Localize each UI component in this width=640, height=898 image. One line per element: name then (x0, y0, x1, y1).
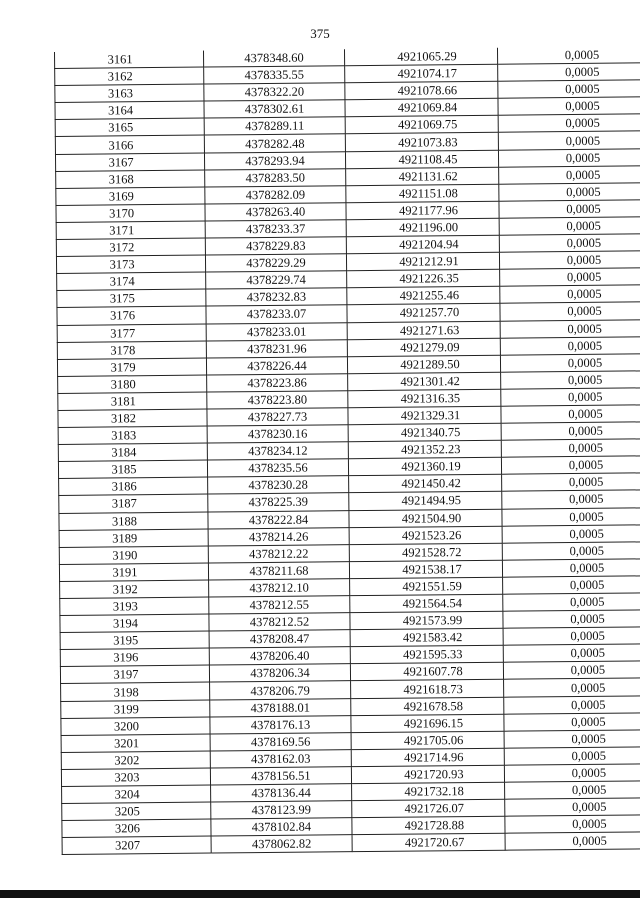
accuracy-cell: 0,0005 (500, 336, 640, 355)
x-coordinate-cell: 4378293.94 (204, 151, 345, 169)
x-coordinate-cell: 4378176.13 (210, 715, 351, 733)
point-number-cell: 3175 (57, 289, 206, 308)
point-number-cell: 3180 (58, 375, 207, 394)
accuracy-cell: 0,0005 (499, 165, 640, 184)
accuracy-cell: 0,0005 (503, 661, 640, 680)
accuracy-cell: 0,0005 (505, 781, 640, 800)
accuracy-cell: 0,0005 (501, 456, 640, 475)
accuracy-cell: 0,0005 (499, 234, 640, 253)
x-coordinate-cell: 4378225.39 (208, 493, 349, 511)
point-number-cell: 3196 (60, 648, 209, 667)
point-number-cell: 3174 (57, 272, 206, 291)
point-number-cell: 3186 (59, 477, 208, 496)
y-coordinate-cell: 4921360.19 (348, 457, 501, 476)
point-number-cell: 3168 (56, 170, 205, 189)
x-coordinate-cell: 4378211.68 (208, 562, 349, 580)
x-coordinate-cell: 4378212.55 (209, 596, 350, 614)
y-coordinate-cell: 4921196.00 (346, 218, 499, 237)
point-number-cell: 3171 (56, 221, 205, 240)
y-coordinate-cell: 4921551.59 (350, 577, 503, 596)
y-coordinate-cell: 4921720.67 (352, 834, 505, 853)
scan-edge (0, 890, 640, 898)
y-coordinate-cell: 4921271.63 (347, 321, 500, 340)
x-coordinate-cell: 4378136.44 (211, 784, 352, 802)
accuracy-cell: 0,0005 (498, 131, 640, 150)
y-coordinate-cell: 4921255.46 (347, 287, 500, 306)
x-coordinate-cell: 4378227.73 (207, 408, 348, 426)
accuracy-cell: 0,0005 (498, 114, 640, 133)
accuracy-cell: 0,0005 (502, 507, 640, 526)
y-coordinate-cell: 4921069.84 (345, 99, 498, 118)
accuracy-cell: 0,0005 (500, 268, 640, 287)
y-coordinate-cell: 4921289.50 (347, 355, 500, 374)
point-number-cell: 3178 (57, 341, 206, 360)
x-coordinate-cell: 4378322.20 (204, 83, 345, 101)
point-number-cell: 3183 (58, 426, 207, 445)
y-coordinate-cell: 4921069.75 (345, 116, 498, 135)
x-coordinate-cell: 4378222.84 (208, 510, 349, 528)
accuracy-cell: 0,0005 (504, 712, 640, 731)
accuracy-cell: 0,0005 (500, 302, 640, 321)
accuracy-cell: 0,0005 (502, 541, 640, 560)
accuracy-cell: 0,0005 (501, 405, 640, 424)
point-number-cell: 3204 (62, 785, 211, 804)
point-number-cell: 3207 (62, 836, 211, 855)
x-coordinate-cell: 4378223.86 (207, 373, 348, 391)
x-coordinate-cell: 4378102.84 (211, 818, 352, 836)
accuracy-cell: 0,0005 (503, 644, 640, 663)
point-number-cell: 3165 (55, 118, 204, 137)
point-number-cell: 3190 (59, 546, 208, 565)
y-coordinate-cell: 4921340.75 (348, 423, 501, 442)
accuracy-cell: 0,0005 (501, 370, 640, 389)
accuracy-cell: 0,0005 (501, 422, 640, 441)
point-number-cell: 3181 (58, 392, 207, 411)
y-coordinate-cell: 4921732.18 (352, 782, 505, 801)
accuracy-cell: 0,0005 (497, 46, 640, 64)
y-coordinate-cell: 4921528.72 (349, 543, 502, 562)
y-coordinate-cell: 4921073.83 (345, 133, 498, 152)
point-number-cell: 3197 (60, 665, 209, 684)
point-number-cell: 3203 (61, 768, 210, 787)
point-number-cell: 3192 (60, 580, 209, 599)
accuracy-cell: 0,0005 (502, 473, 640, 492)
accuracy-cell: 0,0005 (504, 695, 640, 714)
x-coordinate-cell: 4378283.50 (205, 168, 346, 186)
point-number-cell: 3185 (58, 460, 207, 479)
x-coordinate-cell: 4378230.28 (208, 476, 349, 494)
y-coordinate-cell: 4921720.93 (351, 765, 504, 784)
point-number-cell: 3205 (62, 802, 211, 821)
point-number-cell: 3200 (61, 717, 210, 736)
accuracy-cell: 0,0005 (499, 251, 640, 270)
y-coordinate-cell: 4921279.09 (347, 338, 500, 357)
point-number-cell: 3182 (58, 409, 207, 428)
x-coordinate-cell: 4378223.80 (207, 391, 348, 409)
x-coordinate-cell: 4378235.56 (207, 459, 348, 477)
y-coordinate-cell: 4921131.62 (346, 167, 499, 186)
y-coordinate-cell: 4921714.96 (351, 748, 504, 767)
point-number-cell: 3201 (61, 734, 210, 753)
x-coordinate-cell: 4378335.55 (204, 66, 345, 84)
y-coordinate-cell: 4921583.42 (350, 628, 503, 647)
accuracy-cell: 0,0005 (503, 610, 640, 629)
y-coordinate-cell: 4921494.95 (349, 492, 502, 511)
x-coordinate-cell: 4378231.96 (206, 339, 347, 357)
point-number-cell: 3176 (57, 306, 206, 325)
point-number-cell: 3187 (59, 494, 208, 513)
accuracy-cell: 0,0005 (498, 148, 640, 167)
x-coordinate-cell: 4378123.99 (211, 801, 352, 819)
accuracy-cell: 0,0005 (498, 63, 640, 82)
y-coordinate-cell: 4921504.90 (349, 509, 502, 528)
x-coordinate-cell: 4378232.83 (206, 288, 347, 306)
accuracy-cell: 0,0005 (503, 627, 640, 646)
point-number-cell: 3194 (60, 614, 209, 633)
y-coordinate-cell: 4921696.15 (351, 714, 504, 733)
y-coordinate-cell: 4921078.66 (345, 81, 498, 100)
page-number: 375 (310, 26, 330, 41)
x-coordinate-cell: 4378289.11 (204, 117, 345, 135)
y-coordinate-cell: 4921352.23 (348, 440, 501, 459)
accuracy-cell: 0,0005 (502, 524, 640, 543)
accuracy-cell: 0,0005 (499, 182, 640, 201)
point-number-cell: 3161 (54, 51, 203, 69)
x-coordinate-cell: 4378206.34 (209, 664, 350, 682)
point-number-cell: 3167 (55, 153, 204, 172)
point-number-cell: 3172 (56, 238, 205, 257)
x-coordinate-cell: 4378206.79 (210, 681, 351, 699)
y-coordinate-cell: 4921177.96 (346, 201, 499, 220)
x-coordinate-cell: 4378212.10 (209, 579, 350, 597)
y-coordinate-cell: 4921329.31 (348, 406, 501, 425)
point-number-cell: 3199 (61, 700, 210, 719)
x-coordinate-cell: 4378229.74 (206, 271, 347, 289)
x-coordinate-cell: 4378233.37 (205, 220, 346, 238)
accuracy-cell: 0,0005 (500, 319, 640, 338)
point-number-cell: 3179 (57, 358, 206, 377)
x-coordinate-cell: 4378169.56 (210, 732, 351, 750)
x-coordinate-cell: 4378156.51 (210, 767, 351, 785)
x-coordinate-cell: 4378282.09 (205, 185, 346, 203)
y-coordinate-cell: 4921108.45 (345, 150, 498, 169)
accuracy-cell: 0,0005 (500, 353, 640, 372)
point-number-cell: 3184 (58, 443, 207, 462)
x-coordinate-cell: 4378234.12 (207, 442, 348, 460)
y-coordinate-cell: 4921726.07 (352, 799, 505, 818)
x-coordinate-cell: 4378212.22 (208, 544, 349, 562)
y-coordinate-cell: 4921316.35 (348, 389, 501, 408)
x-coordinate-cell: 4378212.52 (209, 613, 350, 631)
point-number-cell: 3193 (60, 597, 209, 616)
point-number-cell: 3198 (61, 683, 210, 702)
x-coordinate-cell: 4378188.01 (210, 698, 351, 716)
accuracy-cell: 0,0005 (499, 200, 640, 219)
accuracy-cell: 0,0005 (498, 97, 640, 116)
coordinates-table-container (54, 47, 620, 856)
point-number-cell: 3206 (62, 819, 211, 838)
x-coordinate-cell: 4378062.82 (211, 835, 352, 853)
y-coordinate-cell: 4921226.35 (347, 269, 500, 288)
x-coordinate-cell: 4378230.16 (207, 425, 348, 443)
y-coordinate-cell: 4921705.06 (351, 731, 504, 750)
y-coordinate-cell: 4921065.29 (344, 48, 497, 66)
accuracy-cell: 0,0005 (502, 559, 640, 578)
y-coordinate-cell: 4921678.58 (351, 697, 504, 716)
point-number-cell: 3195 (60, 631, 209, 650)
x-coordinate-cell: 4378162.03 (210, 750, 351, 768)
point-number-cell: 3169 (56, 187, 205, 206)
accuracy-cell: 0,0005 (505, 832, 640, 851)
accuracy-cell: 0,0005 (502, 490, 640, 509)
point-number-cell: 3173 (56, 255, 205, 274)
x-coordinate-cell: 4378233.01 (206, 322, 347, 340)
accuracy-cell: 0,0005 (501, 388, 640, 407)
y-coordinate-cell: 4921151.08 (346, 184, 499, 203)
point-number-cell: 3189 (59, 529, 208, 548)
point-number-cell: 3162 (55, 67, 204, 86)
accuracy-cell: 0,0005 (503, 593, 640, 612)
accuracy-cell: 0,0005 (504, 764, 640, 783)
x-coordinate-cell: 4378226.44 (206, 356, 347, 374)
y-coordinate-cell: 4921523.26 (349, 526, 502, 545)
point-number-cell: 3188 (59, 512, 208, 531)
accuracy-cell: 0,0005 (498, 80, 640, 99)
point-number-cell: 3202 (61, 751, 210, 770)
y-coordinate-cell: 4921618.73 (351, 680, 504, 699)
point-number-cell: 3177 (57, 324, 206, 343)
accuracy-cell: 0,0005 (500, 285, 640, 304)
point-number-cell: 3166 (55, 136, 204, 155)
coordinates-table (54, 46, 640, 855)
accuracy-cell: 0,0005 (504, 729, 640, 748)
accuracy-cell: 0,0005 (499, 217, 640, 236)
x-coordinate-cell: 4378214.26 (208, 527, 349, 545)
y-coordinate-cell: 4921257.70 (347, 304, 500, 323)
point-number-cell: 3163 (55, 84, 204, 103)
accuracy-cell: 0,0005 (504, 678, 640, 697)
x-coordinate-cell: 4378263.40 (205, 203, 346, 221)
accuracy-cell: 0,0005 (501, 439, 640, 458)
y-coordinate-cell: 4921564.54 (350, 594, 503, 613)
x-coordinate-cell: 4378282.48 (204, 134, 345, 152)
x-coordinate-cell: 4378302.61 (204, 100, 345, 118)
y-coordinate-cell: 4921573.99 (350, 611, 503, 630)
x-coordinate-cell: 4378233.07 (206, 305, 347, 323)
accuracy-cell: 0,0005 (505, 798, 640, 817)
x-coordinate-cell: 4378348.60 (203, 49, 344, 67)
y-coordinate-cell: 4921301.42 (348, 372, 501, 391)
accuracy-cell: 0,0005 (505, 815, 640, 834)
x-coordinate-cell: 4378229.83 (205, 237, 346, 255)
x-coordinate-cell: 4378208.47 (209, 630, 350, 648)
point-number-cell: 3191 (59, 563, 208, 582)
y-coordinate-cell: 4921728.88 (352, 816, 505, 835)
y-coordinate-cell: 4921595.33 (350, 645, 503, 664)
y-coordinate-cell: 4921450.42 (349, 475, 502, 494)
y-coordinate-cell: 4921204.94 (346, 235, 499, 254)
y-coordinate-cell: 4921212.91 (346, 252, 499, 271)
accuracy-cell: 0,0005 (503, 576, 640, 595)
coordinates-table-body (54, 46, 640, 855)
y-coordinate-cell: 4921607.78 (350, 663, 503, 682)
y-coordinate-cell: 4921538.17 (349, 560, 502, 579)
y-coordinate-cell: 4921074.17 (345, 64, 498, 83)
x-coordinate-cell: 4378206.40 (209, 647, 350, 665)
accuracy-cell: 0,0005 (504, 747, 640, 766)
point-number-cell: 3164 (55, 101, 204, 120)
point-number-cell: 3170 (56, 204, 205, 223)
x-coordinate-cell: 4378229.29 (205, 254, 346, 272)
